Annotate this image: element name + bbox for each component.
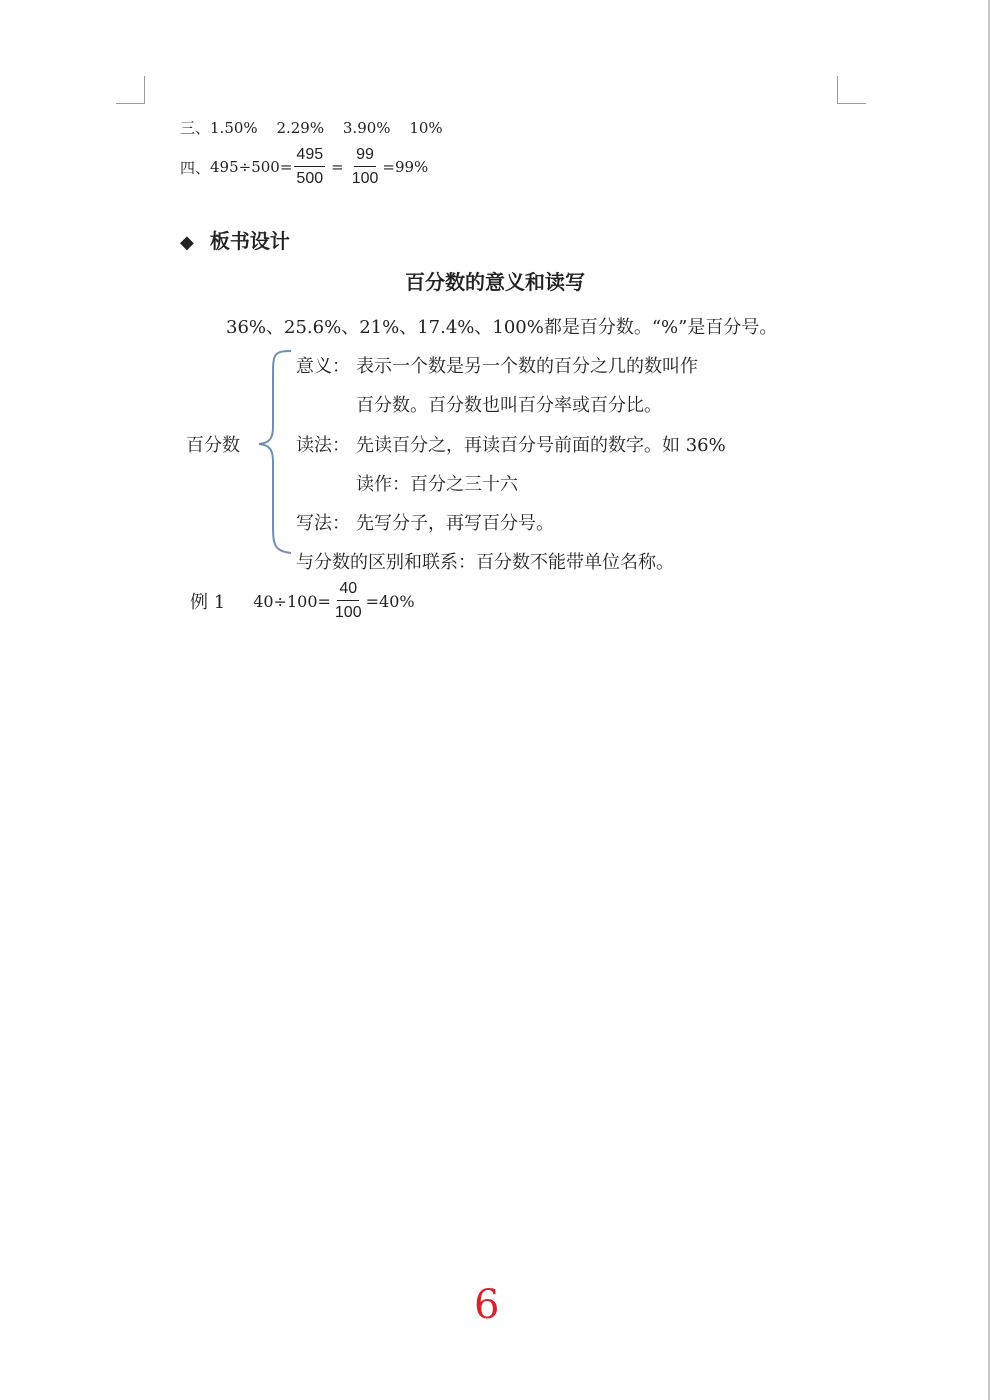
write-line-1: 先写分子，再写百分号。 xyxy=(356,513,554,534)
fraction-denominator: 100 xyxy=(334,604,362,622)
fraction-40-100 xyxy=(333,580,364,623)
answer-item: 2.29% xyxy=(276,119,325,137)
meaning-line-1: 表示一个数是另一个数的百分之几的数叫作 xyxy=(356,356,698,377)
section-heading-text: 板书设计 xyxy=(209,229,290,253)
read-line-1: 先读百分之，再读百分号前面的数字。如 36% xyxy=(356,435,726,456)
fraction-numerator: 495 xyxy=(294,146,325,167)
read-line-2: 读作：百分之三十六 xyxy=(356,474,518,495)
fraction-denominator: 500 xyxy=(296,170,324,188)
read-label: 读法： xyxy=(296,435,350,456)
diamond-bullet-icon: ◆ xyxy=(180,232,194,253)
meaning-label: 意义： xyxy=(296,356,350,377)
crop-mark-left-horizontal xyxy=(116,103,145,104)
example-1 xyxy=(190,580,415,623)
equals-sign: = xyxy=(331,158,344,177)
answer-line-4-prefix: 四、 xyxy=(180,158,211,177)
answer-item: 1.50% xyxy=(210,119,258,137)
board-title: 百分数的意义和读写 xyxy=(405,270,585,294)
curly-brace-icon xyxy=(255,347,295,557)
answer-item: 10% xyxy=(409,119,443,137)
crop-mark-right-vertical xyxy=(837,76,838,104)
example-result: =40% xyxy=(365,591,415,611)
section-heading xyxy=(180,225,290,254)
relation-line: 与分数的区别和联系：百分数不能带单位名称。 xyxy=(296,552,674,573)
crop-mark-right-horizontal xyxy=(837,103,866,104)
fraction-99-100 xyxy=(350,146,381,189)
answer-line-4 xyxy=(180,146,428,189)
example-label: 例 1 xyxy=(190,592,226,614)
answer-line-3 xyxy=(180,117,443,138)
meaning-line-2: 百分数。百分数也叫百分率或百分比。 xyxy=(356,395,662,416)
fraction-495-500 xyxy=(294,146,325,189)
crop-mark-left-vertical xyxy=(144,76,145,104)
answer-line-3-prefix: 三、 xyxy=(180,119,211,137)
answer-result: =99% xyxy=(382,158,429,177)
fraction-numerator: 40 xyxy=(337,580,359,601)
answer-item: 3.90% xyxy=(342,119,391,137)
division-expression: 495÷500= xyxy=(210,158,293,177)
write-label: 写法： xyxy=(296,513,350,534)
fraction-numerator: 99 xyxy=(354,146,376,167)
board-intro: 36%、25.6%、21%、17.4%、100%都是百分数。“%”是百分号。 xyxy=(226,317,778,338)
root-label: 百分数 xyxy=(186,435,240,456)
page-number: 6 xyxy=(474,1282,500,1328)
fraction-denominator: 100 xyxy=(351,170,379,188)
example-expression: 40÷100= xyxy=(253,591,331,611)
